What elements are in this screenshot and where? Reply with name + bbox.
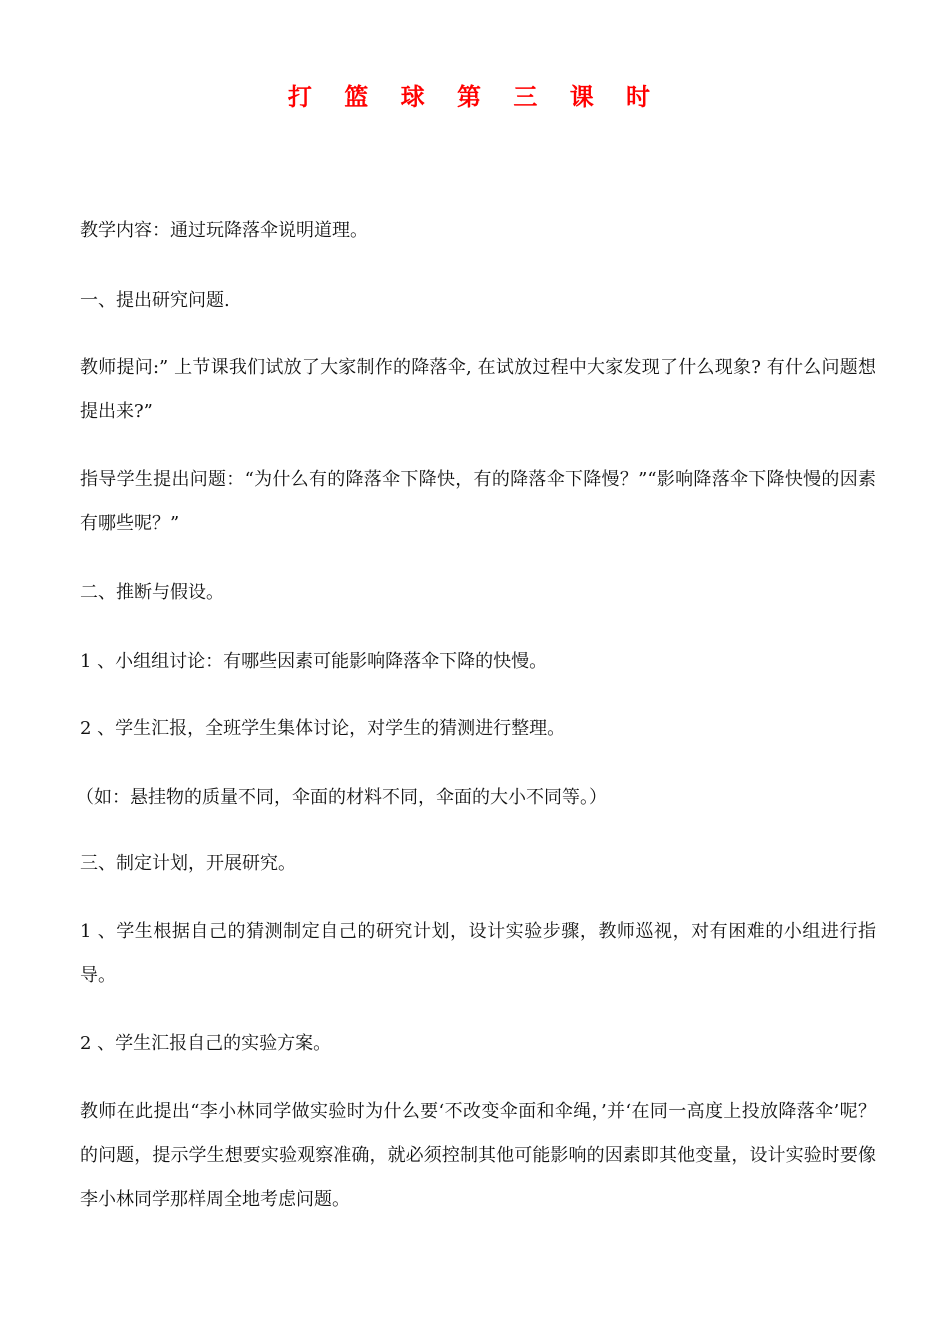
section-heading-1: 一、提出研究问题. [80,290,230,311]
page-title: 打 篮 球 第 三 课 时 [287,83,663,111]
list-item-group-discussion: 1 、小组组讨论：有哪些因素可能影响降落伞下降的快慢。 [80,651,548,672]
list-item-student-report: 2 、学生汇报，全班学生集体讨论，对学生的猜测进行整理。 [80,718,566,739]
list-item-research-plan: 1 、学生根据自己的猜测制定自己的研究计划，设计实验步骤，教师巡视，对有困难的小组进行指导。 [80,921,876,986]
section-heading-2: 二、推断与假设。 [80,582,224,603]
paragraph-teacher-prompt: 教师在此提出“李小林同学做实验时为什么要‘不改变伞面和伞绳，’并‘在同一高度上投放降落伞’呢？的问题，提示学生想要实验观察准确，就必须控制其他可能影响的因素即其他变量，设计实验时要像李小林同学那样周全地考虑问题。 [80,1101,876,1210]
list-item-experiment-plan: 2 、学生汇报自己的实验方案。 [80,1033,332,1054]
paragraph-teaching-content: 教学内容：通过玩降落伞说明道理。 [80,220,368,241]
paragraph-guide-questions: 指导学生提出问题：“为什么有的降落伞下降快，有的降落伞下降慢？”“影响降落伞下降快慢的因素有哪些呢？” [80,469,876,534]
paragraph-teacher-question: 教师提问:” 上节课我们试放了大家制作的降落伞, 在试放过程中大家发现了什么现象? 有什么问题想提出来?” [80,357,876,422]
paragraph-example-note: （如：悬挂物的质量不同，伞面的材料不同，伞面的大小不同等。） [76,787,607,808]
section-heading-3: 三、制定计划，开展研究。 [80,853,296,874]
